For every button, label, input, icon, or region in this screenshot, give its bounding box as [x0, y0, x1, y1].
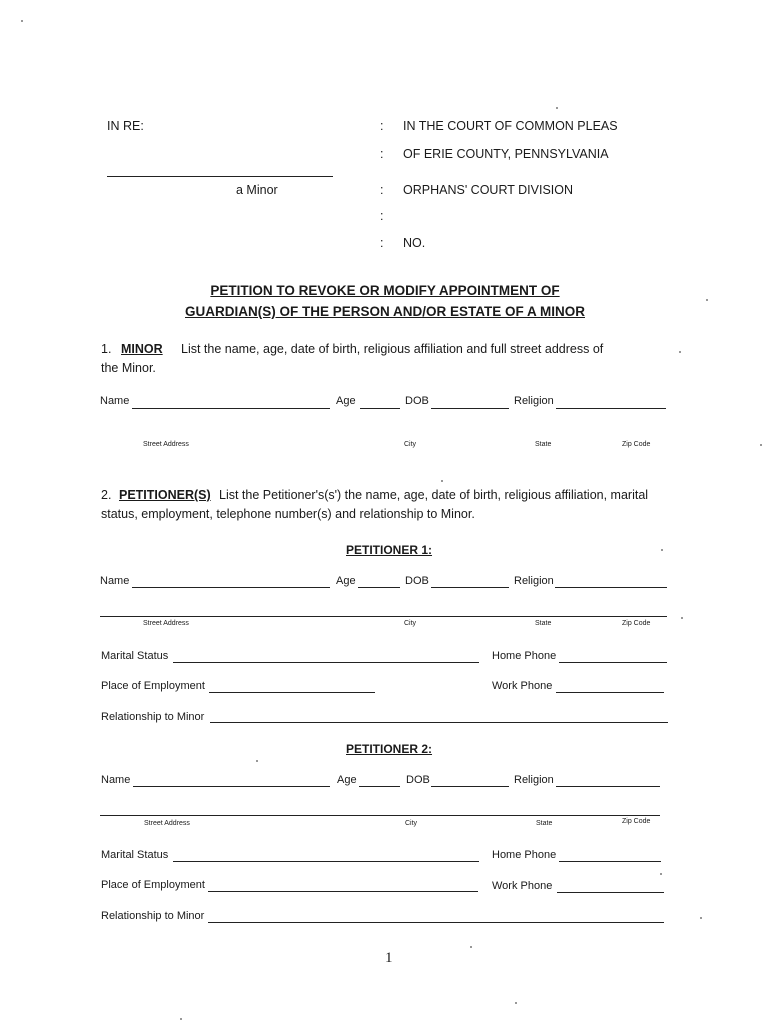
scan-speck: [515, 1002, 517, 1004]
petitioner2-zip-label: Zip Code: [622, 818, 651, 825]
petitioner2-street-label: Street Address: [144, 820, 190, 827]
petitioner1-marital-label: Marital Status: [101, 650, 169, 662]
petitioner1-address-field[interactable]: [100, 616, 667, 617]
scan-speck: [180, 1018, 182, 1020]
petitioner2-state-label: State: [536, 820, 553, 827]
petitioner2-work-phone-field[interactable]: [557, 892, 664, 893]
minor-religion-label: Religion: [514, 395, 554, 407]
scan-speck: [441, 480, 443, 482]
petitioner1-employment-label: Place of Employment: [101, 680, 205, 692]
petitioner2-religion-field[interactable]: [556, 786, 660, 787]
in-re-label: IN RE:: [107, 119, 144, 133]
petitioner1-age-field[interactable]: [358, 587, 400, 588]
section2-number: 2.: [101, 488, 112, 502]
petitioner2-age-field[interactable]: [359, 786, 400, 787]
minor-age-field[interactable]: [360, 408, 400, 409]
petitioner1-state-label: State: [535, 620, 552, 627]
caption-colon: :: [380, 119, 384, 133]
scan-speck: [700, 917, 702, 919]
petition-title-line2: GUARDIAN(S) OF THE PERSON AND/OR ESTATE OF A MINOR: [185, 304, 585, 319]
petitioner2-address-field[interactable]: [100, 815, 660, 816]
petitioner2-marital-label: Marital Status: [101, 849, 169, 861]
scan-speck: [256, 760, 258, 762]
petitioner1-dob-label: DOB: [405, 575, 429, 587]
petitioner2-dob-label: DOB: [406, 774, 430, 786]
petitioner2-city-label: City: [405, 820, 418, 827]
section1-instructions-cont: the Minor.: [101, 361, 156, 375]
petitioner1-home-phone-label: Home Phone: [492, 650, 557, 662]
petitioner1-name-field[interactable]: [132, 587, 330, 588]
petitioner1-religion-label: Religion: [514, 575, 554, 587]
minor-dob-field[interactable]: [431, 408, 509, 409]
minor-age-label: Age: [336, 395, 356, 407]
scan-speck: [660, 873, 662, 875]
petition-title-line1: PETITION TO REVOKE OR MODIFY APPOINTMENT OF: [210, 283, 560, 298]
petitioner1-zip-label: Zip Code: [622, 620, 651, 627]
petitioner2-name-field[interactable]: [133, 786, 330, 787]
petitioner1-employment-field[interactable]: [209, 692, 375, 693]
minor-dob-label: DOB: [405, 395, 429, 407]
petitioner1-marital-field[interactable]: [173, 662, 479, 663]
scan-speck: [470, 946, 472, 948]
petitioner2-age-label: Age: [337, 774, 357, 786]
case-number-label: NO.: [403, 236, 426, 250]
petitioner1-heading: PETITIONER 1:: [346, 543, 433, 557]
petitioner1-dob-field[interactable]: [431, 587, 509, 588]
caption-colon: :: [380, 183, 384, 197]
section1-heading: MINOR: [121, 342, 163, 356]
section2-instructions-cont: status, employment, telephone number(s) and relationship to Minor.: [101, 507, 475, 521]
petitioner1-city-label: City: [404, 620, 417, 627]
petitioner2-name-label: Name: [101, 774, 131, 786]
petitioner2-home-phone-label: Home Phone: [492, 849, 557, 861]
minor-street-label: Street Address: [143, 441, 189, 448]
minor-zip-label: Zip Code: [622, 441, 651, 448]
scan-speck: [679, 351, 681, 353]
petitioner1-work-phone-label: Work Phone: [492, 680, 553, 692]
minor-city-label: City: [404, 441, 417, 448]
caption-colon: :: [380, 147, 384, 161]
scan-speck: [556, 107, 558, 109]
petitioner2-employment-field[interactable]: [208, 891, 478, 892]
scan-speck: [760, 444, 762, 446]
page-number: 1: [385, 950, 393, 966]
scan-speck: [661, 549, 663, 551]
minor-state-label: State: [535, 441, 552, 448]
scan-speck: [681, 617, 683, 619]
minor-name-field[interactable]: [132, 408, 330, 409]
minor-name-line[interactable]: [107, 176, 333, 177]
petitioner2-work-phone-label: Work Phone: [492, 880, 553, 892]
petitioner2-relationship-field[interactable]: [208, 922, 664, 923]
scan-speck: [706, 299, 708, 301]
petitioner1-name-label: Name: [100, 575, 130, 587]
petitioner1-religion-field[interactable]: [555, 587, 667, 588]
caption-colon: :: [380, 236, 384, 250]
petitioner2-heading: PETITIONER 2:: [346, 742, 433, 756]
scan-speck: [21, 20, 23, 22]
section1-number: 1.: [101, 342, 112, 356]
court-name-line2: OF ERIE COUNTY, PENNSYLVANIA: [403, 147, 609, 161]
section2-heading: PETITIONER(S): [119, 488, 211, 502]
petitioner1-relationship-label: Relationship to Minor: [101, 711, 205, 723]
court-division: ORPHANS' COURT DIVISION: [403, 183, 574, 197]
petitioner1-age-label: Age: [336, 575, 356, 587]
petitioner2-home-phone-field[interactable]: [559, 861, 661, 862]
petitioner1-relationship-field[interactable]: [210, 722, 668, 723]
petitioner1-street-label: Street Address: [143, 620, 189, 627]
petitioner1-work-phone-field[interactable]: [556, 692, 664, 693]
petitioner2-religion-label: Religion: [514, 774, 554, 786]
petitioner2-marital-field[interactable]: [173, 861, 479, 862]
minor-religion-field[interactable]: [556, 408, 666, 409]
petitioner2-relationship-label: Relationship to Minor: [101, 910, 205, 922]
minor-name-label: Name: [100, 395, 130, 407]
caption-colon: :: [380, 209, 384, 223]
petitioner1-home-phone-field[interactable]: [559, 662, 667, 663]
minor-label: a Minor: [236, 183, 278, 197]
petitioner2-employment-label: Place of Employment: [101, 879, 205, 891]
section1-instructions: List the name, age, date of birth, religious affiliation and full street address of: [181, 342, 604, 356]
section2-instructions: List the Petitioner's(s') the name, age, date of birth, religious affiliation, marital: [219, 488, 649, 502]
court-name-line1: IN THE COURT OF COMMON PLEAS: [403, 119, 618, 133]
petitioner2-dob-field[interactable]: [431, 786, 509, 787]
